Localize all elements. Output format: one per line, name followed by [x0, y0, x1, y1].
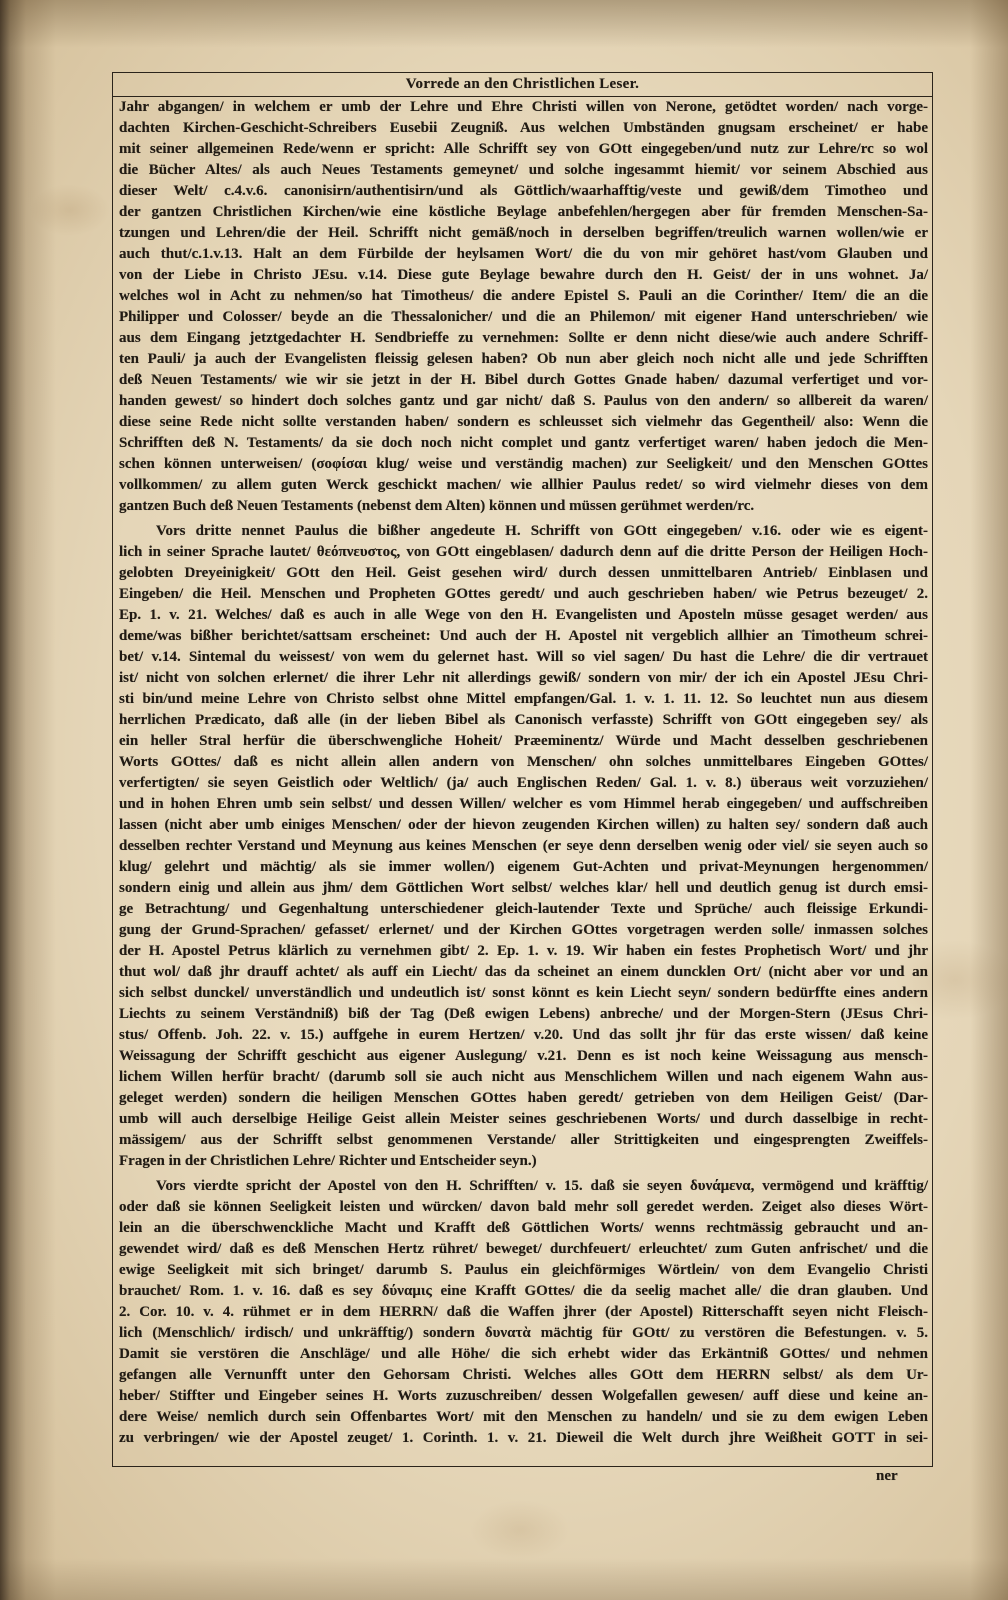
text-line [119, 962, 928, 983]
text-line [119, 1004, 928, 1025]
text-line [119, 244, 928, 265]
text-line [119, 668, 928, 689]
text-line-content: zu verbringen/ wie der Apostel zeuget/ 1. Corinth. 1. v. 21. Dieweil die Welt durch jhre Weißheit GOTT in sei- [119, 1430, 928, 1446]
text-line [119, 307, 928, 328]
text-line-content: brauchet/ Rom. 1. v. 16. daß es sey δύναμις eine Krafft GOttes/ die da seelig machet alle/ die dran glauben. Und [119, 1283, 928, 1299]
text-line [119, 1130, 928, 1151]
text-line-content: Vors dritte nennet Paulus die bißher angedeute H. Schrifft von GOtt eingegeben/ v.16. oder wie es eigent- [156, 523, 928, 539]
text-line [119, 349, 928, 370]
text-line-content: Fragen in der Christlichen Lehre/ Richter und Entscheider seyn.) [119, 1153, 537, 1169]
text-line-content: ein heller Stral herfür die überschwengliche Hoheit/ Præeminentz/ Würde und Macht desselben geschriebenen [119, 733, 928, 749]
text-line-content: dieser Welt/ c.4.v.6. canonisirn/authentisirn/und als Göttlich/waarhafftig/veste und gewiß/dem Timotheo und [119, 183, 928, 199]
text-line-content: Jahr abgangen/ in welchem er umb der Lehre und Ehre Christi willen von Nerone, getödtet worden/ nach vorge- [119, 99, 928, 115]
text-line-content: tzungen und Lehren/die der Heil. Schrifft nicht gemäß/noch in derselben begriffen/treulich warnen wollen/wie er [119, 225, 928, 241]
catchword: ner [876, 1468, 898, 1484]
text-line-content: mit seiner allgemeinen Rede/wenn er spricht: Alle Schrifft sey von GOtt eingegeben/und nutz zur Lehre/rc so wol [119, 141, 928, 157]
text-line [119, 1067, 928, 1088]
text-line-content: Weissagung der Schrifft geschicht aus eigener Auslegung/ v.21. Denn es ist noch keine Weissagung aus mensch- [119, 1048, 928, 1064]
text-line-content: klug/ gelehrt und mächtig/ als sie immer wollen/) eigenem Gut-Achten und privat-Meynungen hergenommen/ [119, 859, 928, 875]
text-line-content: diese seine Rede nicht sollte verstanden haben/ sondern es schleusset sich vielmehr das Gegentheil/ also: Wenn die [119, 414, 928, 430]
text-line [119, 773, 928, 794]
text-line-content: handen gewest/ so hindert doch solches gantz und gar nicht/ daß S. Paulus von den andern/ so allbereit da waren/ [119, 393, 928, 409]
text-line [119, 1239, 928, 1260]
text-line-content: gung der Grund-Sprachen/ gefasset/ erlernet/ und der Kirchen GOttes vorgetragen werden solle/ inmassen solches [119, 922, 928, 938]
text-line-content: ist/ nicht von solchen erlernet/ die ihrer Lehr nit allerdings gewiß/ sondern von mir/ der ich ein Apostel JEsu Chri- [119, 670, 928, 686]
text-line [119, 1046, 928, 1067]
text-line-content: herrlichen Prædicato, daß alle (in der lieben Bibel als Canonisch verfasste) Schrifft von GOtt eingegeben sey/ als [119, 712, 928, 728]
paragraph [119, 521, 928, 1172]
text-line [119, 223, 928, 244]
text-line-content: Vors vierdte spricht der Apostel von den H. Schrifften/ v. 15. daß sie seyen δυνάμενα, vermögend und kräfftig/ [156, 1178, 928, 1194]
text-line [119, 286, 928, 307]
text-line [119, 496, 928, 517]
text-line [119, 1176, 928, 1197]
text-line [119, 1365, 928, 1386]
text-line-content: schen können unterweisen/ (σοφίσαι klug/ weise und verständig machen) zur Seeligkeit/ und den Menschen GOttes [119, 456, 928, 472]
text-line-content: vollkommen/ zu allem guten Werck geschickt machen/ wie allhier Paulus redet/ so wird vielmehr dieses von dem [119, 477, 928, 493]
text-line [119, 983, 928, 1004]
text-line [119, 1323, 928, 1344]
text-line [119, 752, 928, 773]
text-line [119, 202, 928, 223]
text-line-content: mässigem/ aus der Schrifft selbst genommenen Verstande/ aller Strittigkeiten und eingesprengten Zweiffels- [119, 1132, 928, 1148]
text-line-content: die Bücher Altes/ als auch Neues Testaments gemeynet/ und solche ingesammt hiemit/ vor seinem Abschied aus [119, 162, 928, 178]
text-line [119, 626, 928, 647]
text-line [119, 1088, 928, 1109]
text-line [119, 118, 928, 139]
body-text [113, 97, 932, 1449]
text-line-content: stus/ Offenb. Joh. 22. v. 15.) auffgehe in eurem Hertzen/ v.20. Und das sollt jhr für das erste wissen/ daß keine [119, 1027, 928, 1043]
text-line [119, 878, 928, 899]
text-line [119, 689, 928, 710]
text-line-content: von der Liebe in Christo JEsu. v.14. Diese gute Beylage bewahre durch den H. Geist/ der in uns wohnet. Ja/ [119, 267, 928, 283]
text-line-content: gantzen Buch deß Neuen Testaments (nebenst dem Alten) können und müssen gerühmet werden/rc. [119, 498, 755, 514]
text-line [119, 710, 928, 731]
text-line-content: ewige Seeligkeit mit sich bringet/ darumb S. Paulus ein gleichförmiges Wörtlein/ von dem Evangelio Christi [119, 1262, 928, 1278]
text-line [119, 1218, 928, 1239]
text-line [119, 139, 928, 160]
text-line [119, 433, 928, 454]
text-line-content: verfertigten/ sie seyen Geistlich oder Weltlich/ (ja/ auch Englischen Reden/ Gal. 1. v. 8.) überaus weit vorzuziehen/ [119, 775, 928, 791]
text-line [119, 265, 928, 286]
text-line [119, 1302, 928, 1323]
text-line [119, 920, 928, 941]
text-line-content: lichem Willen herfür bracht/ (darumb soll sie auch nicht aus Menschlichem Willen und nach eigenem Wahn aus- [119, 1069, 928, 1085]
text-line [119, 1407, 928, 1428]
text-line-content: auch thut/c.1.v.13. Halt an dem Fürbilde der heylsamen Wort/ die du von mir gehöret hast/vom Glauben und [119, 246, 928, 262]
text-line [119, 1260, 928, 1281]
text-line [119, 1109, 928, 1130]
text-line [119, 1025, 928, 1046]
text-line-content: aus dem Eingang jetztgedachter H. Sendbrieffe zu vernehmen: Sollte er denn nicht diese/wie auch andere Schriff- [119, 330, 928, 346]
text-line-content: lich (Menschlich/ irdisch/ und unkräfftig/) sondern δυνατὰ mächtig für GOtt/ zu verstören die Befestungen. v. 5. [119, 1325, 928, 1341]
text-line-content: und in hohen Ehren umb sein selbst/ und dessen Willen/ welcher es vom Himmel herab eingegeben/ und auffschreiben [119, 796, 928, 812]
text-line [119, 1386, 928, 1407]
text-line [119, 857, 928, 878]
text-line-content: sich selbst dunckel/ unverständlich und undeutlich ist/ sonst könnt es kein Liecht seyn/ sondern bedürffte eines andern [119, 985, 928, 1001]
text-line-content: lein an die überschwenckliche Macht und Krafft deß Göttlichen Worts/ wenns rechtmässig gebraucht und an- [119, 1220, 928, 1236]
text-line-content: lich in seiner Sprache lautet/ θεόπνευστος, von GOtt eingeblasen/ dadurch denn auf die dritte Person der Heiligen Hoch- [119, 544, 928, 560]
text-line-content: lassen (nicht aber umb einiges Menschen/ oder der hievon zeugenden Kirchen willen) zu halten sey/ sondern daß auch [119, 817, 928, 833]
text-line-content: gelobten Dreyeinigkeit/ GOtt den Heil. Geist gesehen wird/ durch dessen unmittelbaren Antrieb/ Einblasen und [119, 565, 928, 581]
text-line [119, 731, 928, 752]
text-line-content: umb will auch derselbige Heilige Geist allein Meister seines geschriebenen Worts/ und durch dasselbige in recht- [119, 1111, 928, 1127]
text-line-content: Ep. 1. v. 21. Welches/ daß es auch in alle Wege von den H. Evangelisten und Aposteln müsse gesaget werden/ aus [119, 607, 928, 623]
text-line-content: welches wol in Acht zu nehmen/so hat Timotheus/ die andere Epistel S. Pauli an die Corinther/ Item/ die an die [119, 288, 928, 304]
text-line [119, 370, 928, 391]
text-line-content: der gantzen Christlichen Kirchen/wie eine köstliche Beylage anbefehlen/hergegen aber für fremden Menschen-Sa- [119, 204, 928, 220]
text-line [119, 328, 928, 349]
paragraph [119, 1176, 928, 1449]
text-line [119, 836, 928, 857]
text-line-content: thut wol/ daß jhr drauff achtet/ als auff ein Liecht/ das da scheinet an einem duncklen Ort/ (nicht aber vor und an [119, 964, 928, 980]
text-line [119, 647, 928, 668]
text-line-content: heber/ Stiffter und Eingeber seines H. Worts zuzuschreiben/ dessen Wolgefallen gewesen/ auff diese und keine an- [119, 1388, 928, 1404]
text-line-content: sondern einig und allein aus jhm/ dem Göttlichen Wort selbst/ welches klar/ hell und deutlich genug ist durch emsi- [119, 880, 928, 896]
running-head: Vorrede an den Christlichen Leser. [113, 73, 932, 97]
text-line-content: dachten Kirchen-Geschicht-Schreibers Eusebii Zeugniß. Aus welchen Umbständen gnugsam erscheinet/ er habe [119, 120, 928, 136]
text-line-content: der H. Apostel Petrus klärlich zu vernehmen gibt/ 2. Ep. 1. v. 19. Wir haben ein festes Prophetisch Wort/ und jhr [119, 943, 928, 959]
text-line [119, 412, 928, 433]
text-line [119, 454, 928, 475]
text-line-content: deme/was bißher berichtet/sattsam erscheinet: Und auch der H. Apostel nit vergeblich allhier an Timotheum schrei- [119, 628, 928, 644]
text-line-content: Liechts zu seinem Verständniß) biß der Tag (Deß ewigen Lebens) anbreche/ und der Morgen-Stern (JEsus Chri- [119, 1006, 928, 1022]
text-line-content: gewendet wird/ daß es deß Menschen Hertz rühret/ beweget/ durchfeuert/ erleuchtet/ zum Guten anfrischet/ und die [119, 1241, 928, 1257]
text-line-content: Eingeben/ die Heil. Menschen und Propheten GOttes geredt/ und auch geschrieben haben/ wie Petrus bezeuget/ 2. [119, 586, 928, 602]
text-line [119, 605, 928, 626]
text-line [119, 815, 928, 836]
text-line [119, 160, 928, 181]
text-line [119, 97, 928, 118]
text-line-content: bet/ v.14. Sintemal du weissest/ von wem du gelernet hast. Will so viel sagen/ Du hast die Lehre/ die dir vertrauet [119, 649, 928, 665]
text-line-content: ten Pauli/ ja auch der Evangelisten fleissig gelesen haben? Ob nun aber gleich noch nicht alle und jede Schrifften [119, 351, 928, 367]
text-line-content: Schrifften deß N. Testaments/ da sie doch noch nicht complet und gantz verfertiget waren/ haben jedoch die Men- [119, 435, 928, 451]
paragraph [119, 97, 928, 517]
text-line [119, 899, 928, 920]
text-line-content: oder daß sie können Seeligkeit leisten und würcken/ davon bald mehr soll geredet werden. Zeiget also dieses Wört- [119, 1199, 928, 1215]
text-line [119, 181, 928, 202]
text-line [119, 542, 928, 563]
text-line [119, 475, 928, 496]
text-line-content: ge Betrachtung/ und Gegenhaltung unterschiedener gleich-lautender Texte und Sprüche/ auch fleissige Erkundi- [119, 901, 928, 917]
text-line-content: geleget werden) sondern die heiligen Menschen GOttes haben geredt/ getrieben von dem Heiligen Geist/ (Dar- [119, 1090, 928, 1106]
text-line-content: Damit sie verstören die Anschläge/ und alle Höhe/ die sich erhebt wider das Erkäntniß GOttes/ und nehmen [119, 1346, 928, 1362]
text-line [119, 521, 928, 542]
text-line-content: sti bin/und meine Lehre von Christo selbst ohne Mittel empfangen/Gal. 1. v. 1. 11. 12. So leuchtet nun aus diesem [119, 691, 928, 707]
text-line [119, 941, 928, 962]
text-line [119, 1344, 928, 1365]
text-line-content: dere Weise/ nemlich durch sein Offenbartes Wort/ mit den Menschen zu handeln/ und sie zu dem ewigen Leben [119, 1409, 928, 1425]
text-line [119, 1197, 928, 1218]
text-line-content: Philipper und Colosser/ beyde an die Thessalonicher/ und die an Philemon/ mit eigener Hand unterschrieben/ wie [119, 309, 928, 325]
text-line [119, 391, 928, 412]
text-line-content: Worts GOttes/ daß es nicht allein allen andern von Menschen/ ohn solches unmittelbares Eingeben GOttes/ [119, 754, 928, 770]
page-frame [112, 72, 933, 1467]
text-line-content: deß Neuen Testaments/ wie wir sie jetzt in der H. Bibel durch Gottes Gnade haben/ dazumal verfertiget und vor- [119, 372, 928, 388]
text-line [119, 1281, 928, 1302]
text-line-content: desselben rechter Verstand und Meynung aus keines Menschen (er seye denn derselben wenig oder viel/ sie seyen auch so [119, 838, 928, 854]
text-line [119, 1151, 928, 1172]
text-line [119, 563, 928, 584]
text-line [119, 584, 928, 605]
text-line-content: gefangen alle Vernunfft unter den Gehorsam Christi. Welches alles GOtt dem HERRN selbst/ als dem Ur- [119, 1367, 928, 1383]
text-line [119, 1428, 928, 1449]
text-line [119, 794, 928, 815]
text-line-content: 2. Cor. 10. v. 4. rühmet er in dem HERRN/ daß die Waffen jhrer (der Apostel) Ritterschafft seyen nicht Fleisch- [119, 1304, 928, 1320]
